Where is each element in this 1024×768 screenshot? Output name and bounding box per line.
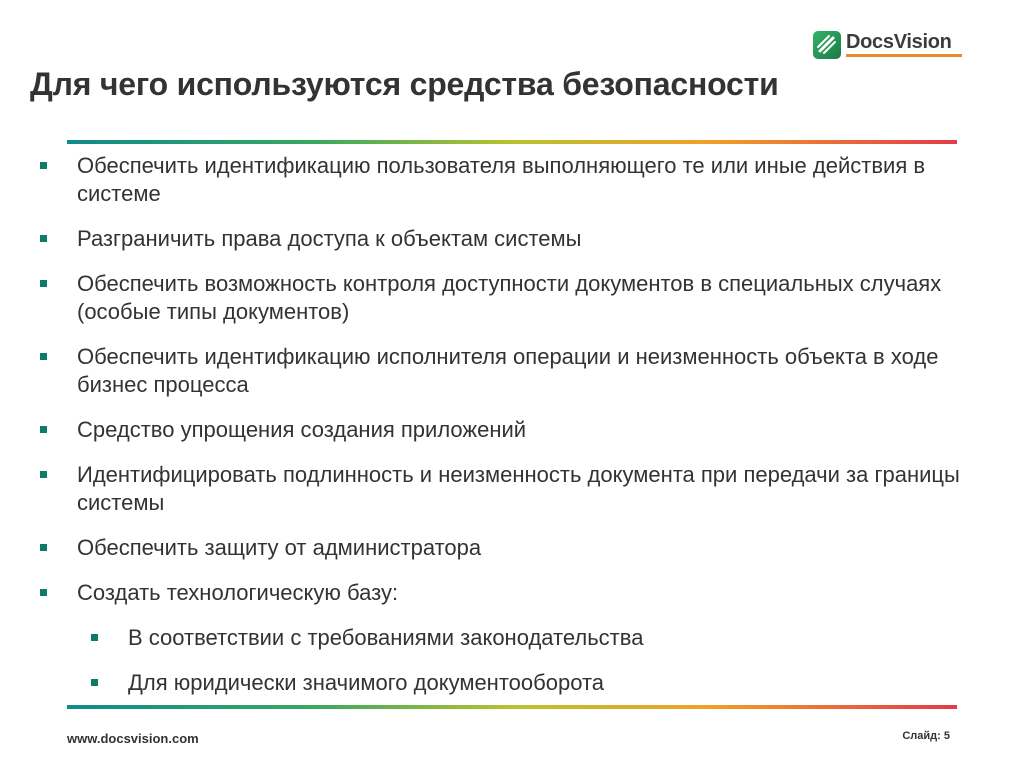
square-bullet-icon: [40, 235, 47, 242]
square-bullet-icon: [40, 353, 47, 360]
bullet-item: [40, 416, 990, 444]
bullet-item: [40, 534, 990, 562]
docsvision-logo: [812, 30, 962, 60]
logo-text: DocsVision: [846, 31, 952, 53]
square-bullet-icon: [91, 679, 98, 686]
slide-title: Для чего используются средства безопасности: [30, 66, 779, 102]
top-divider: [67, 140, 957, 144]
slide-number: Слайд: 5: [902, 730, 950, 742]
footer-url[interactable]: www.docsvision.com: [67, 731, 199, 746]
logo-underline: [846, 54, 962, 57]
bullet-item: [40, 461, 990, 517]
square-bullet-icon: [40, 471, 47, 478]
bullet-text: Средство упрощения создания приложений: [77, 417, 527, 442]
bullet-item: [40, 579, 990, 607]
bullet-list: [40, 152, 990, 714]
square-bullet-icon: [40, 544, 47, 551]
square-bullet-icon: [40, 426, 47, 433]
bullet-text: Обеспечить защиту от администратора: [77, 535, 482, 560]
square-bullet-icon: [40, 280, 47, 287]
bullet-text: Обеспечить идентификацию исполнителя операции и неизменность объекта в ходе бизнес процесса: [77, 344, 939, 397]
docsvision-logo-icon: [812, 30, 842, 60]
bullet-text: В соответствии с требованиями законодательства: [128, 625, 644, 650]
bullet-item: [40, 270, 990, 326]
bullet-text: Создать технологическую базу:: [77, 580, 399, 605]
bullet-item: [40, 343, 990, 399]
bottom-divider: [67, 705, 957, 709]
sub-bullet-item: [40, 669, 990, 697]
bullet-item: [40, 225, 990, 253]
square-bullet-icon: [91, 634, 98, 641]
bullet-text: Разграничить права доступа к объектам системы: [77, 226, 582, 251]
bullet-text: Обеспечить идентификацию пользователя выполняющего те или иные действия в системе: [77, 153, 926, 206]
bullet-text: Для юридически значимого документооборота: [128, 670, 605, 695]
square-bullet-icon: [40, 589, 47, 596]
square-bullet-icon: [40, 162, 47, 169]
sub-bullet-item: [40, 624, 990, 652]
bullet-text: Идентифицировать подлинность и неизменность документа при передачи за границы системы: [77, 462, 960, 515]
bullet-text: Обеспечить возможность контроля доступности документов в специальных случаях (особые типы документов): [77, 271, 942, 324]
bullet-item: [40, 152, 990, 208]
